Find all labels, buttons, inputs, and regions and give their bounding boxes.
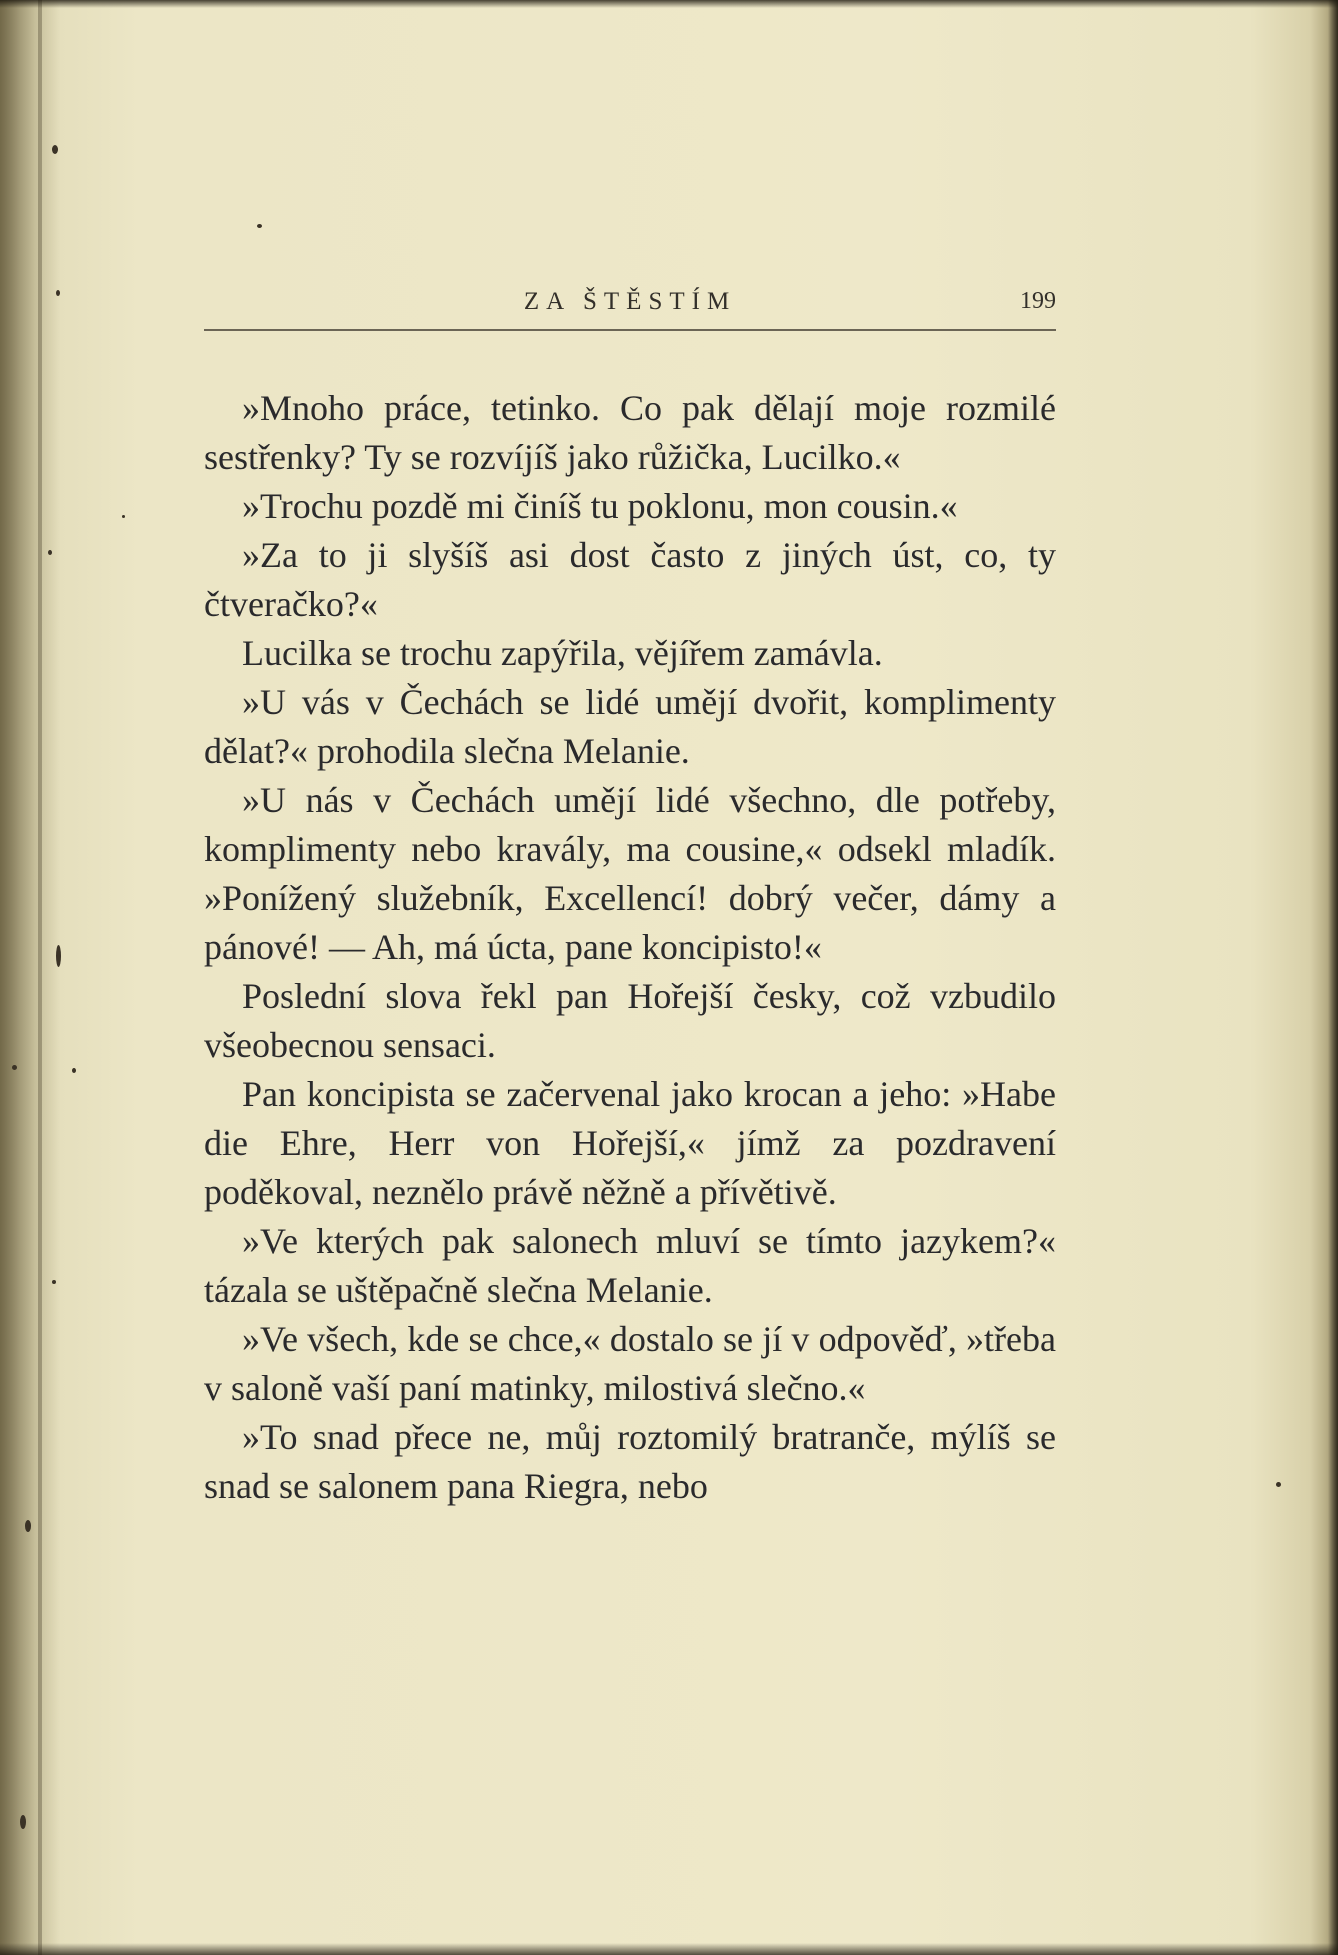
paragraph: »Ve kterých pak salonech mluví se tímto jazykem?« tázala se uštěpačně slečna Melanie. [204,1221,1056,1310]
running-title: ZA ŠTĚSTÍM [523,288,737,315]
paragraph: »U nás v Čechách umějí lidé všechno, dle potřeby, komplimenty nebo kravály, ma cousine,« odsekl mladík. »Ponížený služebník, Excellencí! dobrý večer, dámy a pánové! — Ah, má úcta, pane koncipisto!« [204,780,1056,967]
margin-speck [25,1520,31,1532]
header-rule [204,329,1056,331]
margin-speck [52,1280,56,1284]
paragraph: »Trochu pozdě mi činíš tu poklonu, mon cousin.« [242,486,958,526]
body-text [204,384,1056,1511]
paragraph: »To snad přece ne, můj roztomilý bratranče, mýlíš se snad se salonem pana Riegra, nebo [204,1417,1056,1506]
spine-shadow [0,0,60,1955]
paragraph: »Mnoho práce, tetinko. Co pak dělají moje rozmilé sestřenky? Ty se rozvíjíš jako růžička, Lucilko.« [204,388,1056,477]
margin-speck [52,145,58,154]
running-header [204,288,1056,330]
paragraph: »Za to ji slyšíš asi dost často z jiných úst, co, ty čtveračko?« [204,535,1056,624]
margin-speck [20,1815,26,1829]
margin-speck [122,515,125,518]
margin-speck [56,290,60,296]
margin-speck [48,550,52,555]
margin-speck [56,945,61,967]
margin-speck [1276,1482,1281,1487]
margin-speck [12,1065,17,1070]
paragraph: »Ve všech, kde se chce,« dostalo se jí v odpověď, »třeba v saloně vaší paní matinky, milostivá slečno.« [204,1319,1056,1408]
page-number: 199 [1020,288,1056,314]
page-right-edge [1328,0,1338,1955]
paragraph: Lucilka se trochu zapýřila, vějířem zamávla. [242,633,883,673]
margin-speck [72,1068,76,1073]
page-bottom-edge [0,1943,1338,1955]
paragraph: Poslední slova řekl pan Hořejší česky, což vzbudilo všeobecnou sensaci. [204,976,1056,1065]
paragraph: »U vás v Čechách se lidé umějí dvořit, komplimenty dělat?« prohodila slečna Melanie. [204,682,1056,771]
margin-speck [257,224,262,228]
page-top-edge [0,0,1338,8]
spine-crease [38,0,42,1955]
paragraph: Pan koncipista se začervenal jako krocan a jeho: »Habe die Ehre, Herr von Hořejší,« jímž za pozdravení poděkoval, neznělo právě něžně a přívětivě. [204,1074,1056,1212]
